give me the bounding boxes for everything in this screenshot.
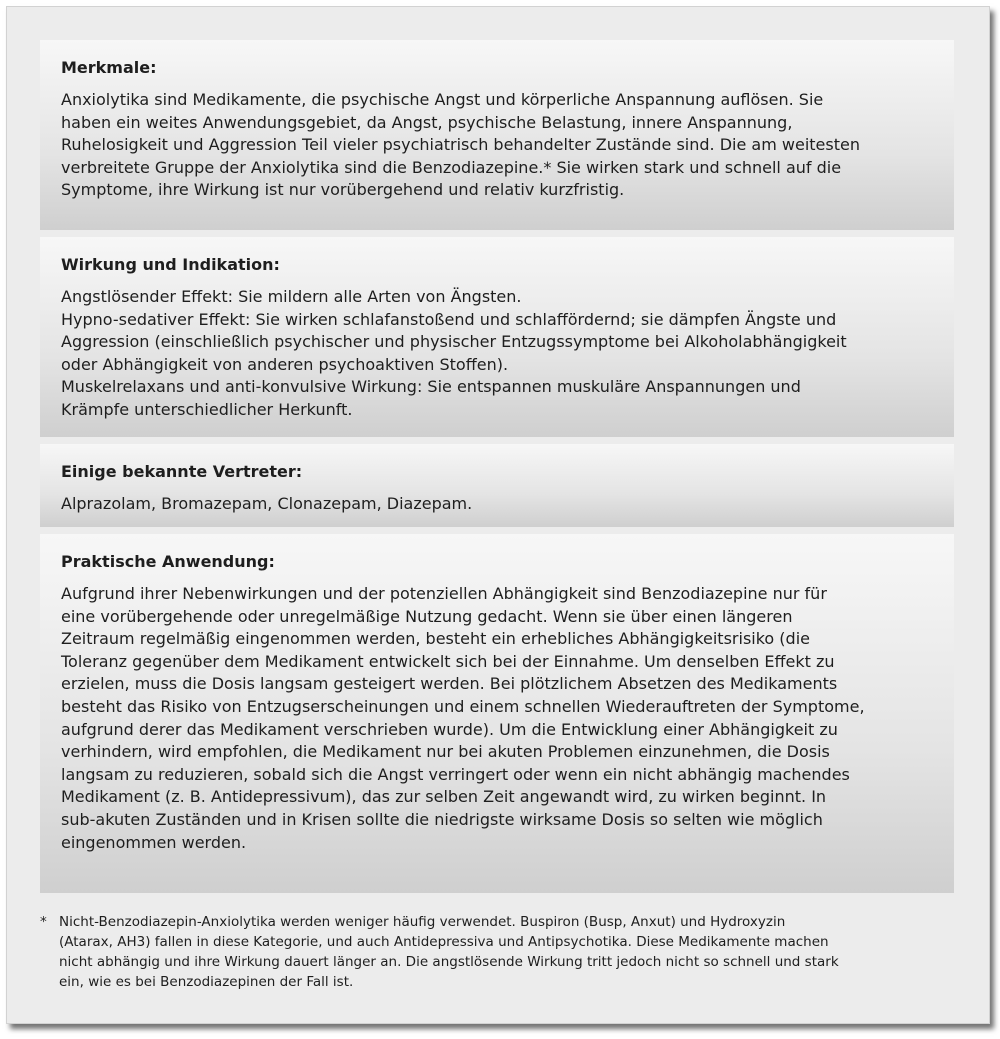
sections-container	[40, 40, 954, 900]
text-line: Aufgrund ihrer Nebenwirkungen und der potenziellen Abhängigkeit sind Benzodiazepine nur für	[61, 584, 827, 603]
footnote-text	[59, 912, 960, 992]
text-line: Anxiolytika sind Medikamente, die psychische Angst und körperliche Anspannung auflösen. Sie	[61, 90, 824, 109]
section-praktische-anwendung	[40, 534, 954, 893]
text-line: langsam zu reduzieren, sobald sich die Angst verringert oder wenn ein nicht abhängig machendes	[61, 764, 850, 784]
text-line: verhindern, wird empfohlen, die Medikament nur bei akuten Problemen einzunehmen, die Dosis	[61, 742, 830, 762]
section-body	[61, 493, 934, 516]
info-box	[6, 6, 990, 1024]
text-line: (Atarax, AH3) fallen in diese Kategorie, und auch Antidepressiva und Antipsychotika. Diese Medikamente machen	[59, 934, 829, 950]
footnote	[40, 912, 960, 992]
section-title: Wirkung und Indikation:	[61, 255, 280, 274]
text-line: nicht abhängig und ihre Wirkung dauert länger an. Die angstlösende Wirkung tritt jedoch nicht so schnell und stark	[59, 954, 839, 970]
text-line: sub-akuten Zuständen und in Krisen sollte die niedrigste wirksame Dosis so selten wie möglich	[61, 809, 823, 829]
text-line: Nicht-Benzodiazepin-Anxiolytika werden weniger häufig verwendet. Buspiron (Busp, Anxut) und Hydroxyzin	[59, 914, 786, 930]
section-body	[61, 583, 934, 854]
section-title: Praktische Anwendung:	[61, 552, 275, 571]
section-body	[61, 89, 934, 202]
text-line: Medikament (z. B. Antidepressivum), das zur selben Zeit angewandt wird, zu wirken beginnt. In	[61, 787, 827, 807]
text-line: Alprazolam, Bromazepam, Clonazepam, Diazepam.	[61, 494, 473, 513]
text-line: Muskelrelaxans und anti-konvulsive Wirkung: Sie entspannen muskuläre Anspannungen und	[61, 377, 801, 397]
text-line: eine vorübergehende oder unregelmäßige Nutzung gedacht. Wenn sie über einen längeren	[61, 606, 793, 626]
section-title: Einige bekannte Vertreter:	[61, 462, 303, 481]
section-merkmale	[40, 40, 954, 230]
footnote-marker: *	[40, 914, 47, 930]
text-line: oder Abhängigkeit von anderen psychoaktiven Stoffen).	[61, 354, 509, 374]
section-title: Merkmale:	[61, 58, 157, 77]
text-line: Angstlösender Effekt: Sie mildern alle Arten von Ängsten.	[61, 287, 522, 306]
text-line: haben ein weites Anwendungsgebiet, da Angst, psychische Belastung, innere Anspannung,	[61, 112, 793, 132]
text-line: eingenommen werden.	[61, 832, 247, 852]
section-body	[61, 286, 934, 422]
text-line: Ruhelosigkeit und Aggression Teil vieler psychiatrisch behandelter Zustände sind. Die am weitesten	[61, 135, 860, 155]
text-line: Symptome, ihre Wirkung ist nur vorübergehend und relativ kurzfristig.	[61, 180, 625, 200]
text-line: Zeitraum regelmäßig eingenommen werden, besteht ein erhebliches Abhängigkeitsrisiko (die	[61, 629, 810, 649]
text-line: besteht das Risiko von Entzugserscheinungen und einem schnellen Wiederauftreten der Symptome,	[61, 696, 865, 716]
text-line: verbreitete Gruppe der Anxiolytika sind die Benzodiazepine.* Sie wirken stark und schnell auf die	[61, 157, 842, 177]
text-line: erzielen, muss die Dosis langsam gesteigert werden. Bei plötzlichem Absetzen des Medikaments	[61, 674, 838, 694]
section-bekannte-vertreter	[40, 444, 954, 527]
text-line: aufgrund derer das Medikament verschrieben wurde). Um die Entwicklung einer Abhängigkeit zu	[61, 719, 838, 739]
text-line: Hypno-sedativer Effekt: Sie wirken schlafanstoßend und schlaffördernd; sie dämpfen Ängste und	[61, 309, 837, 329]
text-line: ein, wie es bei Benzodiazepinen der Fall ist.	[59, 974, 354, 990]
text-line: Aggression (einschließlich psychischer und physischer Entzugssymptome bei Alkoholabhängigkeit	[61, 332, 847, 352]
text-line: Toleranz gegenüber dem Medikament entwickelt sich bei der Einnahme. Um denselben Effekt zu	[61, 651, 835, 671]
section-wirkung-und-indikation	[40, 237, 954, 437]
text-line: Krämpfe unterschiedlicher Herkunft.	[61, 399, 353, 419]
